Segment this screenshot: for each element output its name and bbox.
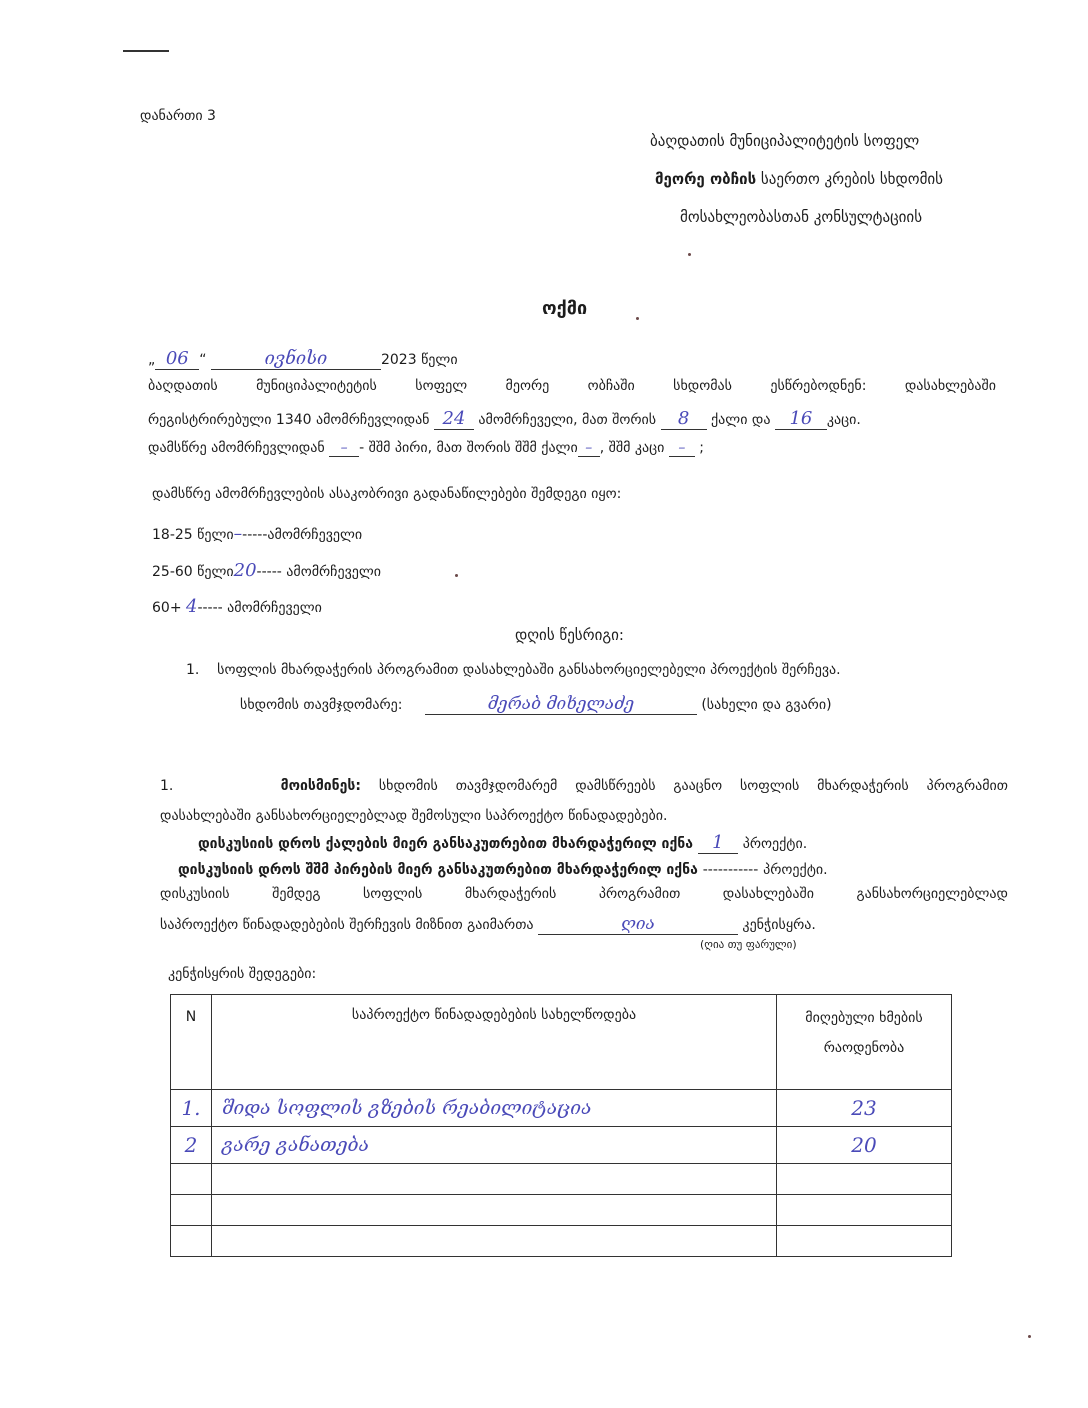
age-row: 18-25 წელი–-----ამომრჩეველი [152, 524, 363, 544]
pwd-women: – [578, 440, 600, 457]
women-count: 8 [661, 408, 707, 430]
age-row: 60+ 4----- ამომრჩეველი [152, 596, 322, 617]
men-count: 16 [775, 408, 827, 430]
col-n-header: N [171, 995, 212, 1090]
col-name-header: საპროექტო წინადადებების სახელწოდება [212, 995, 777, 1090]
table-row [171, 1226, 952, 1257]
table-row: 1. შიდა სოფლის გზების რეაბილიტაცია 23 [171, 1090, 952, 1127]
scan-speck [455, 574, 458, 577]
age-heading: დამსწრე ამომრჩევლების ასაკობრივი გადანაწილებები შემდეგი იყო: [152, 486, 622, 502]
header-line-3: მოსახლეობასთან კონსულტაციის [680, 208, 923, 226]
date-month: ივნისი [211, 348, 381, 370]
intro-line-3: დამსწრე ამომრჩევლიდან – - შშმ პირი, მათ შორის შშმ ქალი – , შშმ კაცი – ; [148, 440, 704, 456]
heard-line-1: 1. მოისმინეს: სხდომის თავმჯდომარემ დამსწრეებს გააცნო სოფლის მხარდაჭერის პროგრამით [160, 778, 1009, 794]
page-title: ოქმი [542, 298, 588, 319]
pwd-support-line: დისკუსიის დროს შშმ პირების მიერ განსაკუთრებით მხარდაჭერილ იქნა ----------- პროექტი. [178, 862, 828, 878]
scan-speck [636, 317, 639, 320]
table-row: 2 გარე განათება 20 [171, 1127, 952, 1164]
chair-name: მერაბ მიხელაძე [425, 694, 697, 715]
vote-type: ღია [538, 914, 738, 935]
col-votes-header: მიღებული ხმების რაოდენობა [777, 995, 952, 1090]
header-line-2-rest: საერთო კრების სხდომის [760, 170, 944, 188]
scan-mark [123, 50, 169, 52]
intro-line-1: ბაღდათის მუნიციპალიტეტის სოფელ მეორე ობჩაში სხდომას ესწრებოდნენ: დასახლებაში [148, 378, 996, 394]
header-line-2 [655, 170, 943, 188]
women-support-line: დისკუსიის დროს ქალების მიერ განსაკუთრებით მხარდაჭერილ იქნა 1 პროექტი. [198, 832, 808, 853]
heard-line-2: დასახლებაში განსახორციელებლად შემოსული საპროექტო წინადადებები. [160, 808, 668, 824]
heard-line-5: დისკუსიის შემდეგ სოფლის მხარდაჭერის პროგრამით დასახლებაში განსახორციელებლად [160, 886, 1008, 902]
pwd-men: – [669, 440, 695, 457]
table-row [171, 1164, 952, 1195]
heard-line-6: საპროექტო წინადადებების შერჩევის მიზნით გაიმართა ღია კენჭისყრა. [160, 914, 816, 934]
pwd-total: – [329, 440, 359, 457]
women-project-count: 1 [698, 832, 738, 854]
date-line: „ 06 “ ივნისი 2023 წელი [148, 348, 458, 369]
table-header-row [171, 995, 952, 1090]
age-row: 25-60 წელი20----- ამომრჩეველი [152, 560, 382, 581]
village-name: მეორე ობჩის [655, 170, 757, 188]
intro-line-2: რეგისტრირებული 1340 ამომრჩევლიდან 24 ამომრჩეველი, მათ შორის 8 ქალი და 16 კაცი. [148, 408, 861, 429]
agenda-heading: დღის წესრიგი: [515, 626, 624, 644]
agenda-item: 1. სოფლის მხარდაჭერის პროგრამით დასახლებაში განსახორციელებელი პროექტის შერჩევა. [186, 662, 841, 678]
header-line-1: ბაღდათის მუნიციპალიტეტის სოფელ [650, 132, 920, 150]
scan-speck [1028, 1335, 1031, 1338]
date-year: 2023 წელი [380, 352, 458, 368]
chair-line: სხდომის თავმჯდომარე: მერაბ მიხელაძე (სახელი და გვარი) [240, 694, 832, 714]
vote-hint: (ღია თუ ფარული) [700, 938, 797, 951]
date-day: 06 [155, 348, 199, 370]
annex-label: დანართი 3 [140, 108, 216, 124]
scan-speck [688, 253, 691, 256]
results-heading: კენჭისყრის შედეგები: [168, 966, 317, 982]
results-table [170, 994, 952, 1257]
table-row [171, 1195, 952, 1226]
voters-present: 24 [434, 408, 474, 430]
